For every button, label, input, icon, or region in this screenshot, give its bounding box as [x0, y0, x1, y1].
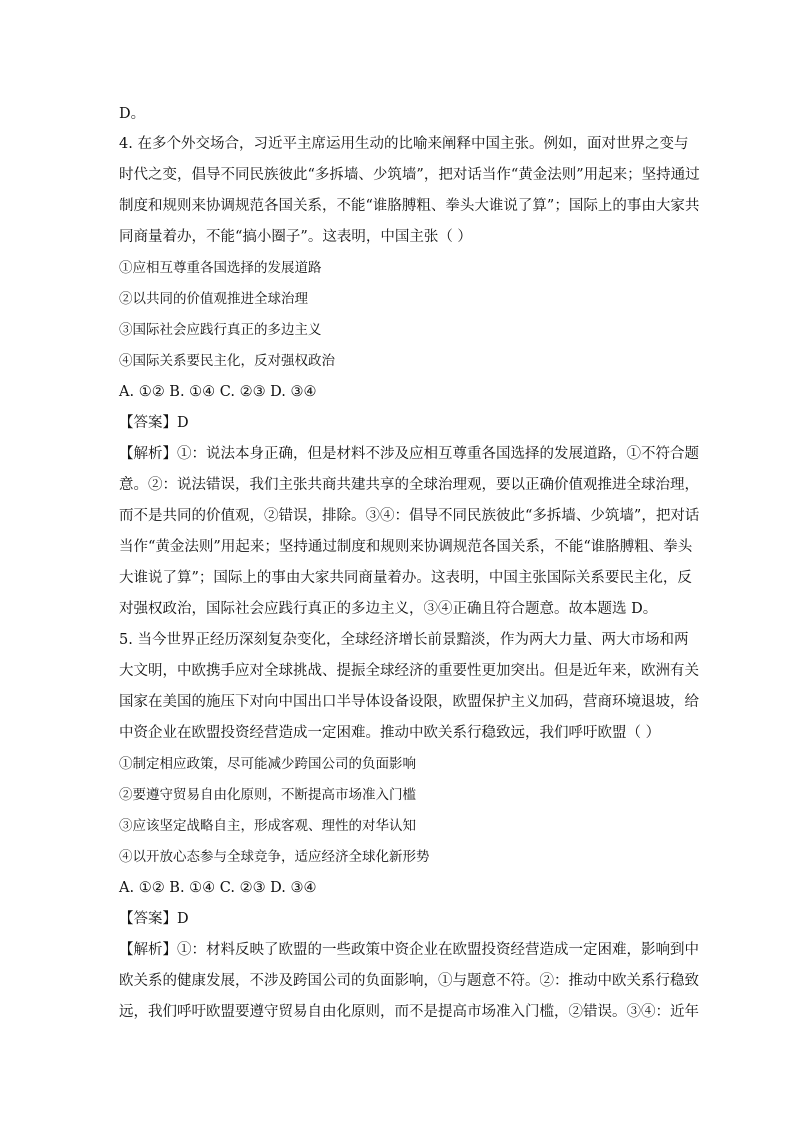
- answer-choices: A. ①② B. ①④ C. ②③ D. ③④: [119, 880, 317, 896]
- answer-choices: A. ①② B. ①④ C. ②③ D. ③④: [119, 384, 317, 400]
- text-line: 同商量着办，不能“搞小圈子”。这表明，中国主张（ ）: [119, 229, 472, 245]
- text-line: 当作“黄金法则”用起来；坚持通过制度和规则来协调规范各国关系，不能“谁胳膊粗、拳头: [119, 539, 693, 555]
- text-line: 中资企业在欧盟投资经营造成一定困难。推动中欧关系行稳致远，我们呼吁欧盟（ ）: [119, 725, 661, 741]
- option-item: ②以共同的价值观推进全球治理: [119, 291, 308, 307]
- analysis-text: 【解析】①：材料反映了欧盟的一些政策中资企业在欧盟投资经营造成一定困难，影响到中: [119, 942, 699, 958]
- option-item: ②要遵守贸易自由化原则，不断提高市场准入门槛: [119, 787, 416, 803]
- text-line: 欧关系的健康发展，不涉及跨国公司的负面影响，①与题意不符。②：推动中欧关系行稳致: [119, 973, 699, 989]
- answer-label: 【答案】D: [119, 415, 189, 431]
- question-4-stem: 4. 在多个外交场合，习近平主席运用生动的比喻来阐释中国主张。例如，面对世界之变与: [119, 136, 689, 152]
- text-line: 意。②：说法错误，我们主张共商共建共享的全球治理观，要以正确价值观推进全球治理，: [119, 477, 699, 493]
- option-item: ①制定相应政策，尽可能减少跨国公司的负面影响: [119, 756, 416, 772]
- option-item: ③国际社会应践行真正的多边主义: [119, 322, 322, 338]
- question-5-stem: 5. 当今世界正经历深刻复杂变化，全球经济增长前景黯淡，作为两大力量、两大市场和两: [119, 632, 689, 648]
- text-line: 大谁说了算”；国际上的事由大家共同商量着办。这表明，中国主张国际关系要民主化，反: [119, 570, 692, 586]
- option-item: ③应该坚定战略自主，形成客观、理性的对华认知: [119, 818, 416, 834]
- text-line: 制度和规则来协调规范各国关系，不能“谁胳膊粗、拳头大谁说了算”；国际上的事由大家共: [119, 198, 700, 214]
- answer-label: 【答案】D: [119, 911, 189, 927]
- analysis-text: 【解析】①：说法本身正确，但是材料不涉及应相互尊重各国选择的发展道路，①不符合题: [119, 446, 699, 462]
- text-line: 大文明，中欧携手应对全球挑战、提振全球经济的重要性更加突出。但是近年来，欧洲有关: [119, 663, 699, 679]
- text-line: 远，我们呼吁欧盟要遵守贸易自由化原则，而不是提高市场准入门槛，②错误。③④：近年: [119, 1004, 699, 1020]
- text-line: 对强权政治，国际社会应践行真正的多边主义，③④正确且符合题意。故本题选 D。: [119, 601, 658, 617]
- text-line: 时代之变，倡导不同民族彼此“多拆墙、少筑墙”，把对话当作“黄金法则”用起来；坚持通过: [119, 167, 700, 183]
- text-line: 国家在美国的施压下对向中国出口半导体设备设限，欧盟保护主义加码，营商环境退坡，给: [119, 694, 699, 710]
- text-line: 而不是共同的价值观，②错误，排除。③④：倡导不同民族彼此“多拆墙、少筑墙”，把对话: [119, 508, 700, 524]
- option-item: ④国际关系要民主化，反对强权政治: [119, 353, 335, 369]
- option-item: ①应相互尊重各国选择的发展道路: [119, 260, 322, 276]
- text-line: D。: [119, 106, 146, 122]
- option-item: ④以开放心态参与全球竞争，适应经济全球化新形势: [119, 849, 430, 865]
